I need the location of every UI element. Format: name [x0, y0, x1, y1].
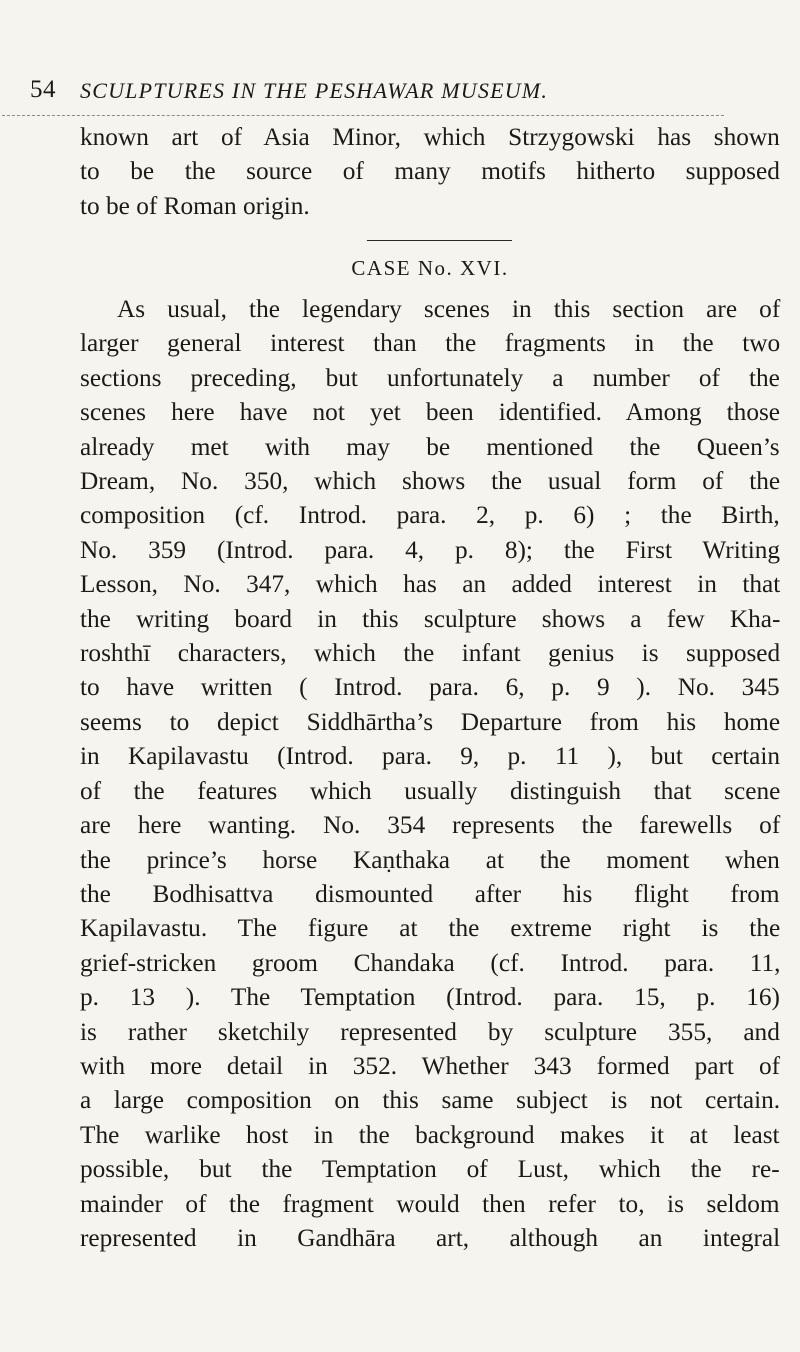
text-line: p. 13 ). The Temptation (Introd. para. 15, p. 16) — [80, 983, 780, 1012]
section-heading-text: CASE No. XVI. — [351, 256, 509, 280]
text-line: seems to depict Siddhārtha’s Departure from his home — [80, 707, 781, 736]
running-title: SCULPTURES IN THE PESHAWAR MUSEUM. — [80, 78, 549, 103]
text-line: is rather sketchily represented by sculpture 355, and — [80, 1017, 780, 1046]
text-line: No. 359 (Introd. para. 4, p. 8); the First Writing — [80, 535, 781, 564]
text-line: the Bodhisattva dismounted after his flight from — [80, 879, 780, 908]
intro-paragraph — [80, 120, 780, 223]
text-line: to have written ( Introd. para. 6, p. 9 ). No. 345 — [80, 673, 780, 702]
page-header — [30, 76, 718, 108]
text-line: Kapilavastu. The figure at the extreme right is the — [80, 914, 781, 943]
text-line: to be the source of many motifs hitherto supposed — [80, 157, 780, 186]
section-heading — [0, 256, 800, 281]
text-line: with more detail in 352. Whether 343 formed part of — [80, 1051, 781, 1080]
text-line: Lesson, No. 347, which has an added interest in that — [80, 570, 781, 599]
text-line: already met with may be mentioned the Queen’s — [80, 432, 780, 461]
page-number: 54 — [30, 76, 56, 103]
text-line: roshthī characters, which the infant genius is supposed — [80, 639, 781, 668]
text-line: known art of Asia Minor, which Strzygowski has shown — [80, 123, 780, 151]
text-line: mainder of the fragment would then refer to, is seldom — [80, 1189, 780, 1218]
text-line: scenes here have not yet been identified. Among those — [80, 398, 781, 427]
text-line: sections preceding, but unfortunately a number of the — [80, 363, 780, 392]
text-line: possible, but the Temptation of Lust, which the re- — [80, 1155, 780, 1184]
header-rule — [2, 115, 724, 116]
text-line: grief-stricken groom Chandaka (cf. Introd. para. 11, — [80, 948, 781, 977]
body-paragraph — [80, 292, 780, 1255]
text-line: in Kapilavastu (Introd. para. 9, p. 11 ), but certain — [80, 742, 781, 771]
text-line: the writing board in this sculpture shows a few Kha- — [80, 604, 781, 633]
text-line: The warlike host in the background makes it at least — [80, 1120, 780, 1149]
text-line: composition (cf. Introd. para. 2, p. 6) ; the Birth, — [80, 501, 780, 530]
text-line: to be of Roman origin. — [80, 191, 310, 220]
text-line: represented in Gandhāra art, although an integral — [80, 1223, 781, 1252]
text-line: the prince’s horse Kaṇthaka at the moment when — [80, 845, 780, 874]
section-divider — [367, 240, 512, 241]
text-line: a large composition on this same subject is not certain. — [80, 1086, 781, 1115]
text-line: larger general interest than the fragments in the two — [80, 329, 781, 358]
text-line: of the features which usually distinguish that scene — [80, 776, 781, 805]
text-line: are here wanting. No. 354 represents the farewells of — [80, 811, 781, 840]
text-line: As usual, the legendary scenes in this section are of — [117, 295, 781, 323]
text-line: Dream, No. 350, which shows the usual form of the — [80, 467, 781, 496]
